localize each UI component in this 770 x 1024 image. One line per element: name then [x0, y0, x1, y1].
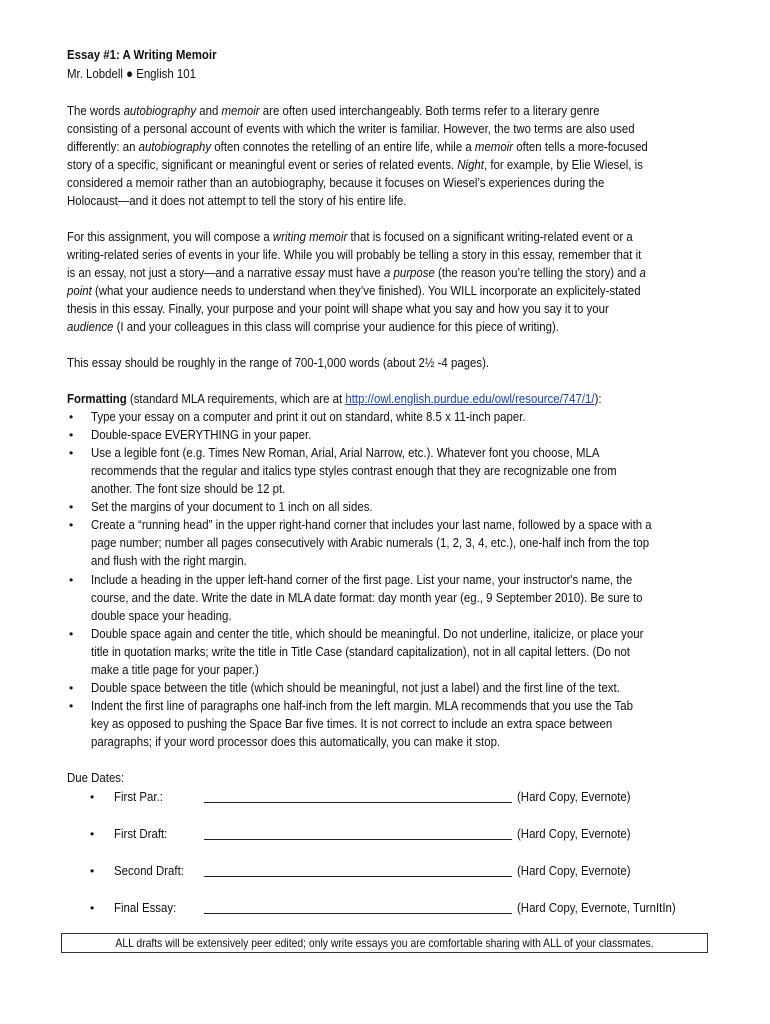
course-byline: Mr. Lobdell ● English 101 — [67, 66, 196, 81]
due-date-blank[interactable] — [204, 802, 512, 803]
due-date-note: (Hard Copy, Evernote, TurnItIn) — [517, 900, 676, 915]
bullet-dot: • — [69, 428, 74, 442]
bullet-dot: • — [69, 410, 74, 424]
assignment-paragraph-line: audience (I and your colleagues in this class will comprise your audience for this piece of writing). — [67, 319, 559, 334]
bullet-dot: • — [69, 500, 74, 514]
list-item-continued: another. The font size should be 12 pt. — [91, 481, 286, 496]
list-item-continued: and flush with the right margin. — [91, 553, 247, 568]
list-item-continued: make a title page for your paper.) — [91, 662, 259, 677]
intro-paragraph-line: story of a specific, significant or meaningful event or series of related events. Night, for example, by Elie Wiesel, is — [67, 157, 643, 172]
list-item-continued: double space your heading. — [91, 608, 232, 623]
bullet-dot: • — [90, 864, 95, 878]
due-date-note: (Hard Copy, Evernote) — [517, 789, 631, 804]
list-item: Use a legible font (e.g. Times New Roman, Arial, Arial Narrow, etc.). Whatever font you choose, MLA — [91, 445, 600, 460]
intro-paragraph-line: considered a memoir rather than an autobiography, because it focuses on Wiesel’s experiences during the — [67, 175, 605, 190]
due-date-note: (Hard Copy, Evernote) — [517, 826, 631, 841]
assignment-paragraph-line: thesis in this essay. Finally, your purpose and your point will shape what you say and how you say it to your — [67, 301, 609, 316]
list-item-continued: key as opposed to pushing the Space Bar five times. It is not correct to include an extra space between — [91, 716, 613, 731]
list-item: Double space again and center the title, which should be meaningful. Do not underline, italicize, or place your — [91, 626, 644, 641]
length-requirement: This essay should be roughly in the range of 700-1,000 words (about 2½ -4 pages). — [67, 355, 490, 370]
due-date-blank[interactable] — [204, 913, 512, 914]
peer-edit-notice-box — [61, 933, 708, 953]
due-date-blank[interactable] — [204, 839, 512, 840]
list-item: Indent the first line of paragraphs one half-inch from the left margin. MLA recommends that you use the Tab — [91, 698, 634, 713]
bullet-dot: • — [69, 699, 74, 713]
due-date-label: First Par.: — [114, 789, 163, 804]
intro-paragraph-line: The words autobiography and memoir are often used interchangeably. Both terms refer to a literary genre — [67, 103, 600, 118]
due-date-label: Second Draft: — [114, 863, 184, 878]
bullet-dot: • — [90, 790, 95, 804]
list-item: Double space between the title (which should be meaningful, not just a label) and the first line of the text. — [91, 680, 620, 695]
intro-paragraph-line: Holocaust—and it does not attempt to tell the story of his entire life. — [67, 193, 407, 208]
due-dates-heading: Due Dates: — [67, 770, 125, 785]
due-date-label: First Draft: — [114, 826, 168, 841]
intro-paragraph-line: consisting of a personal account of events with which the writer is familiar. However, the two terms are also used — [67, 121, 635, 136]
bullet-dot: • — [69, 573, 74, 587]
list-item: Type your essay on a computer and print it out on standard, white 8.5 x 11-inch paper. — [91, 409, 526, 424]
list-item: Double-space EVERYTHING in your paper. — [91, 427, 312, 442]
assignment-paragraph-line: point (what your audience needs to understand when they’ve finished). You WILL incorporate an explicitely-stated — [67, 283, 641, 298]
list-item-continued: course, and the date. Write the date in MLA date format: day month year (eg., 9 September 2010). Be sure to — [91, 590, 643, 605]
assignment-paragraph-line: writing-related series of events in your life. While you will probably be telling a story in this essay, remember that it — [67, 247, 642, 262]
list-item-continued: page number; number all pages consecutively with Arabic numerals (1, 2, 3, 4, etc.), one-half inch from the top — [91, 535, 650, 550]
mla-link[interactable]: http://owl.english.purdue.edu/owl/resource/747/1/ — [345, 391, 595, 406]
bullet-dot: • — [69, 446, 74, 460]
peer-edit-notice: ALL drafts will be extensively peer edited; only write essays you are comfortable sharing with ALL of your classmates. — [115, 936, 654, 950]
list-item-continued: recommends that the regular and italics type styles contrast enough that they are recognizable one from — [91, 463, 617, 478]
bullet-dot: • — [90, 901, 95, 915]
list-item: Include a heading in the upper left-hand corner of the first page. List your name, your instructor's name, the — [91, 572, 633, 587]
assignment-paragraph-line: is an essay, not just a story—and a narrative essay must have a purpose (the reason you’re telling the story) and a — [67, 265, 646, 280]
list-item-continued: title in quotation marks; write the title in Title Case (standard capitalization), not in all capital letters. (Do not — [91, 644, 630, 659]
bullet-dot: • — [69, 627, 74, 641]
essay-title: Essay #1: A Writing Memoir — [67, 47, 217, 62]
formatting-heading: Formatting (standard MLA requirements, which are at http://owl.english.purdue.edu/owl/resource/747/1/): — [67, 391, 602, 406]
intro-paragraph-line: differently: an autobiography often connotes the retelling of an entire life, while a memoir often tells a more-focused — [67, 139, 648, 154]
assignment-paragraph-line: For this assignment, you will compose a writing memoir that is focused on a significant writing-related event or a — [67, 229, 633, 244]
bullet-dot: • — [69, 681, 74, 695]
due-date-label: Final Essay: — [114, 900, 177, 915]
list-item: Set the margins of your document to 1 inch on all sides. — [91, 499, 373, 514]
due-date-note: (Hard Copy, Evernote) — [517, 863, 631, 878]
list-item: Create a “running head” in the upper right-hand corner that includes your last name, followed by a space with a — [91, 517, 652, 532]
list-item-continued: paragraphs; if your word processor does this automatically, you can make it stop. — [91, 734, 501, 749]
bullet-dot: • — [90, 827, 95, 841]
due-date-blank[interactable] — [204, 876, 512, 877]
bullet-dot: • — [69, 518, 74, 532]
